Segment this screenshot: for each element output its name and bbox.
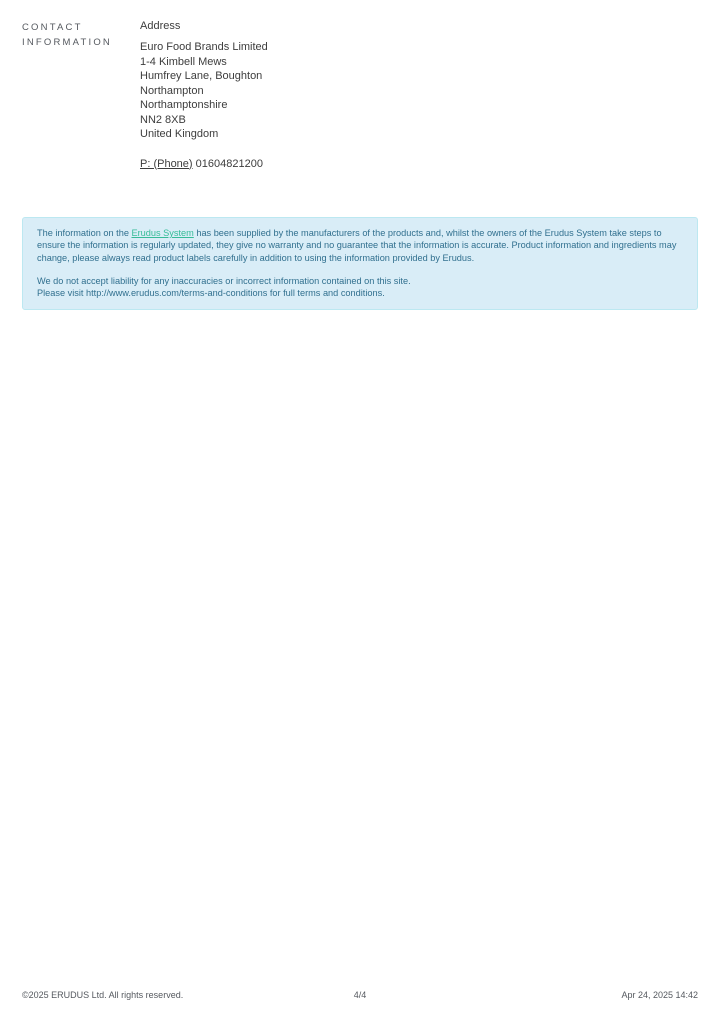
disclaimer-paragraph-2 xyxy=(37,275,683,300)
footer-timestamp: Apr 24, 2025 14:42 xyxy=(621,990,698,1000)
erudus-system-link[interactable]: Erudus System xyxy=(131,228,194,238)
address-heading: Address xyxy=(140,20,181,32)
footer-page-number: 4/4 xyxy=(353,990,367,1000)
contact-information-section-label: CONTACT INFORMATION xyxy=(22,22,112,48)
address-line-street: 1-4 Kimbell Mews xyxy=(140,55,227,68)
disclaimer-info-box xyxy=(22,217,698,310)
phone-line xyxy=(140,157,268,172)
address-line-town: Northampton xyxy=(140,84,204,97)
phone-number: 01604821200 xyxy=(195,157,263,170)
disclaimer-paragraph-1 xyxy=(37,227,683,264)
footer-copyright: ©2025 ERUDUS Ltd. All rights reserved. xyxy=(22,990,184,1000)
phone-label: P: (Phone) xyxy=(140,157,193,170)
address-line-company: Euro Food Brands Limited xyxy=(140,41,268,53)
address-line-lane: Humfrey Lane, Boughton xyxy=(140,70,263,82)
address-line-county: Northamptonshire xyxy=(140,99,228,111)
disclaimer-terms-line: Please visit http://www.erudus.com/terms-and-conditions for full terms and conditions. xyxy=(37,288,385,299)
page-footer xyxy=(22,989,698,1003)
address-line-postcode: NN2 8XB xyxy=(140,113,186,126)
disclaimer-p1-before-link: The information on the xyxy=(37,228,132,238)
disclaimer-liability-line: We do not accept liability for any inaccuracies or incorrect information contained on this site. xyxy=(37,275,411,286)
disclaimer-p1-after-link: has been supplied by the manufacturers of the products and, whilst the owners of the Erudus System take steps to ensure the information is regularly updated, they give no warranty and no guarantee that the information is accurate. Product information and ingredients may change, please always read product labels carefully in addition to using the information provided by Erudus. xyxy=(37,228,677,263)
address-line-country: United Kingdom xyxy=(140,128,219,140)
contact-address-block xyxy=(140,20,268,171)
